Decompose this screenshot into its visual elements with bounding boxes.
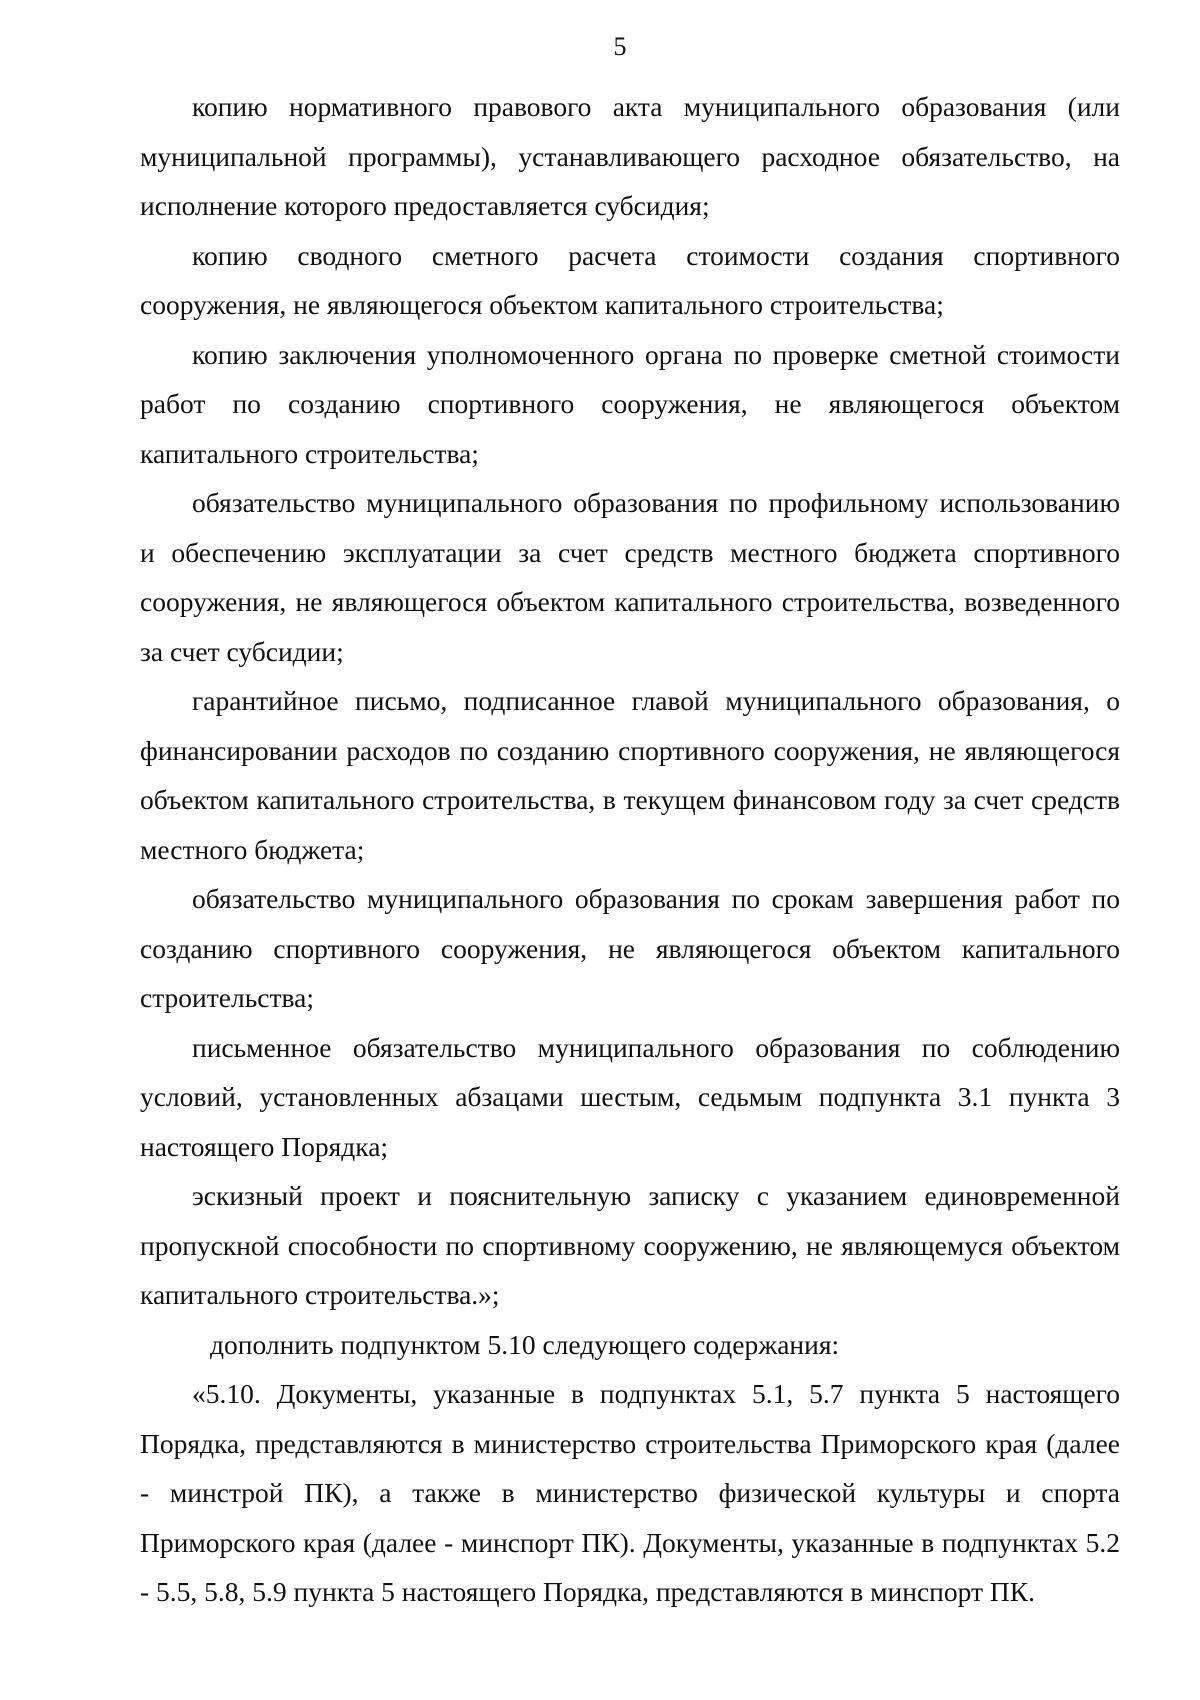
paragraph-conclusion-copy: копию заключения уполномоченного органа по проверке сметной стоимости работ по созданию спортивного сооружения, не являющегося объектом капитального строительства; <box>140 338 1120 469</box>
paragraph-guarantee-letter: гарантийное письмо, подписанное главой муниципального образования, о финансировании расходов по созданию спортивного сооружения, не являющегося объектом капитального строительства, в текущем финансовом году за счет средств местного бюджета; <box>140 685 1120 865</box>
paragraph-estimate-copy: копию сводного сметного расчета стоимости создания спортивного сооружения, не являющегося объектом капитального строительства; <box>140 239 1120 320</box>
document-body <box>140 82 1120 1617</box>
paragraph-add-subclause: дополнить подпунктом 5.10 следующего содержания: <box>210 1328 840 1360</box>
paragraph-sketch-project: эскизный проект и пояснительную записку с указанием единовременной пропускной способности по спортивному сооружению, не являющемуся объектом капитального строительства.»; <box>140 1180 1120 1310</box>
paragraph-profile-use-obligation: обязательство муниципального образования по профильному использованию и обеспечению эксплуатации за счет средств местного бюджета спортивного сооружения, не являющегося объектом капитального строительства, возведенного за счет субсидии; <box>140 487 1120 667</box>
paragraph-normative-act-copy: копию нормативного правового акта муниципального образования (или муниципальной программы), устанавливающего расходное обязательство, на исполнение которого предоставляется субсидия; <box>140 91 1120 221</box>
paragraph-written-obligation: письменное обязательство муниципального образования по соблюдению условий, установленных абзацами шестым, седьмым подпункта 3.1 пункта 3 настоящего Порядка; <box>140 1031 1120 1162</box>
page-number: 5 <box>613 32 627 61</box>
paragraph-completion-obligation: обязательство муниципального образования по срокам завершения работ по созданию спортивного сооружения, не являющегося объектом капитального строительства; <box>140 883 1120 1013</box>
paragraph-subclause-5-10: «5.10. Документы, указанные в подпунктах 5.1, 5.7 пункта 5 настоящего Порядка, представляются в министерство строительства Приморского края (далее - минстрой ПК), а также в министерство физической культуры и спорта Приморского края (далее - минспорт ПК). Документы, указанные в подпунктах 5.2 - 5.5, 5.8, 5.9 пункта 5 настоящего Порядка, представляются в минспорт ПК. <box>140 1378 1120 1607</box>
